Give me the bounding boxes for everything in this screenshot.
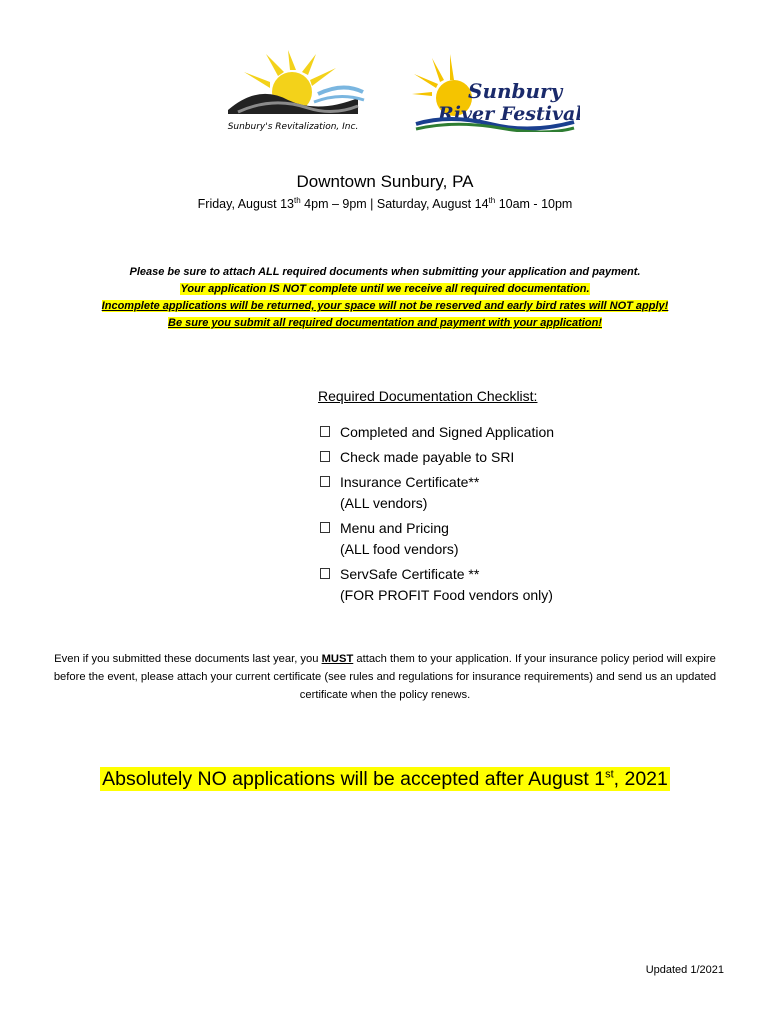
checklist-item	[318, 564, 738, 606]
date1-ordinal: th	[294, 196, 301, 205]
sri-logo-graphic	[218, 48, 368, 120]
updated-date: Updated 1/2021	[645, 964, 724, 976]
checkbox[interactable]	[320, 451, 330, 462]
checklist-item-label: Completed and Signed Application	[340, 424, 555, 440]
checklist-item-label: ServSafe Certificate **	[340, 566, 480, 582]
checklist-item-note: (FOR PROFIT Food vendors only)	[340, 587, 553, 603]
checklist-item-label: Menu and Pricing	[340, 520, 449, 536]
checkbox[interactable]	[320, 426, 330, 437]
river-festival-logo	[410, 52, 580, 132]
date2-time: 10am - 10pm	[495, 197, 573, 212]
checklist-item-label: Check made payable to SRI	[340, 449, 515, 465]
checklist-item	[318, 472, 738, 514]
event-dates	[0, 196, 770, 211]
checklist-heading: Required Documentation Checklist:	[318, 388, 538, 404]
checkbox[interactable]	[320, 476, 330, 487]
date2-ordinal: th	[488, 196, 496, 205]
page-title: Downtown Sunbury, PA	[296, 172, 474, 191]
date2-text: 4pm – 9pm | Saturday, August 14	[300, 197, 489, 212]
river-festival-logo-graphic	[410, 52, 580, 132]
checklist-item	[318, 447, 738, 468]
deadline-text	[100, 767, 670, 791]
deadline-pre: Absolutely NO applications will be accepted after August 1	[102, 768, 606, 790]
checkbox[interactable]	[320, 568, 330, 579]
notice-block	[0, 264, 770, 332]
notice-line-4: Be sure you submit all required documentation and payment with your application!	[168, 317, 602, 329]
documentation-checklist	[318, 388, 738, 610]
checklist-item	[318, 518, 738, 560]
sri-logo	[218, 48, 368, 138]
note-must: MUST	[321, 653, 354, 665]
checkbox[interactable]	[320, 522, 330, 533]
deadline-year: , 2021	[613, 768, 668, 790]
checklist-item-note: (ALL vendors)	[340, 495, 428, 511]
notice-line-2: Your application IS NOT complete until we receive all required documentation.	[180, 283, 590, 295]
deadline-banner	[0, 768, 770, 791]
checklist-item	[318, 422, 738, 443]
notice-line-1: Please be sure to attach ALL required documents when submitting your application and payment.	[129, 266, 641, 278]
note-text-2: attach them to your application. If your insurance policy period will expire before the event, please attach your current certificate (see rules and regulations for insurance requirements) and send us an updated certificate when the policy renews.	[53, 653, 717, 701]
logo-river-festival-text: River Festival	[438, 103, 580, 125]
logo-sunbury-text: Sunbury	[468, 79, 563, 103]
notice-line-3: Incomplete applications will be returned, your space will not be reserved and early bird rates will NOT apply!	[101, 300, 669, 312]
deadline-ordinal: st	[605, 768, 614, 781]
sri-logo-caption: Sunbury's Revitalization, Inc.	[227, 122, 359, 132]
documents-note	[40, 650, 730, 704]
date1-text: Friday, August 13	[197, 197, 295, 212]
checklist-item-note: (ALL food vendors)	[340, 541, 459, 557]
note-text-1: Even if you submitted these documents last year, you	[54, 653, 322, 665]
checklist-item-label: Insurance Certificate**	[340, 474, 480, 490]
